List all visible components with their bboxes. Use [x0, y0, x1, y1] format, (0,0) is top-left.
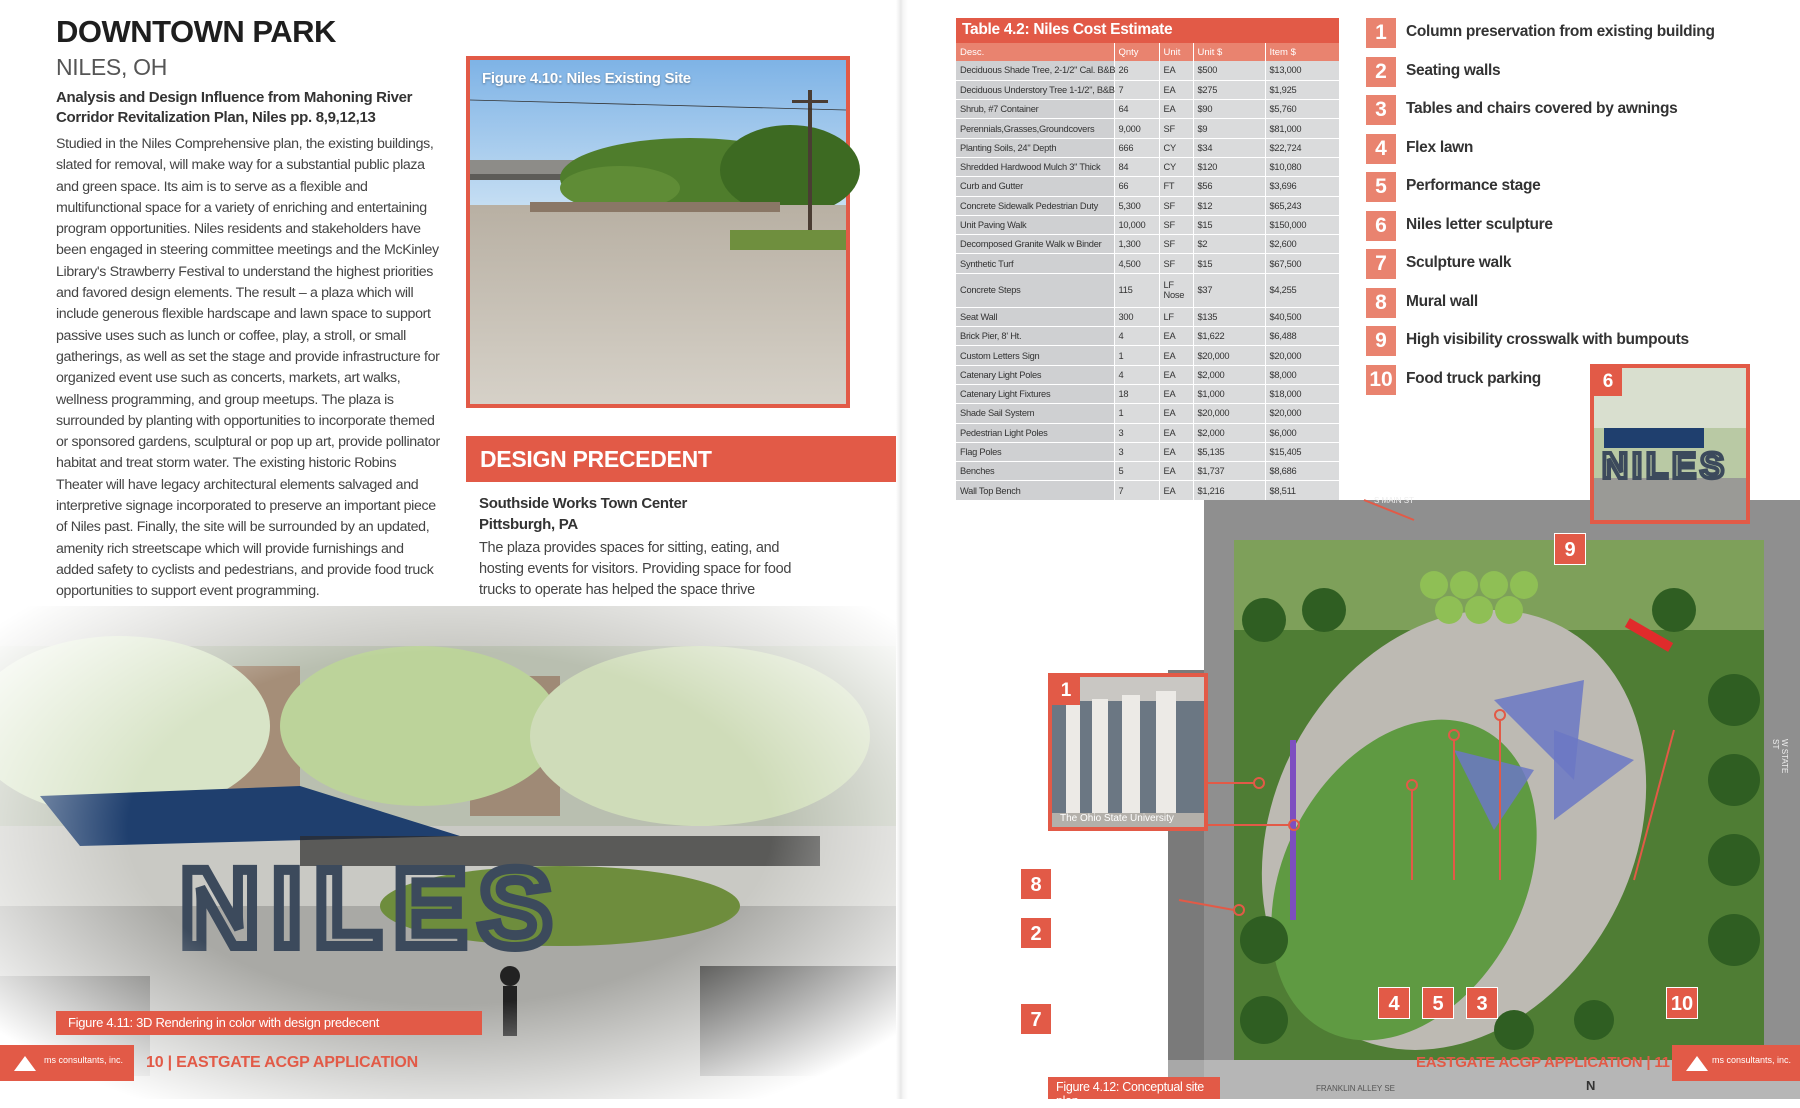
- callout-5: 5: [1422, 987, 1454, 1019]
- table-header-cell: Qnty: [1114, 43, 1159, 61]
- table-cell: $135: [1193, 307, 1265, 326]
- table-cell: EA: [1159, 100, 1193, 119]
- legend-item: [1366, 288, 1746, 318]
- table-cell: 300: [1114, 307, 1159, 326]
- table-row: [956, 196, 1339, 215]
- ms-logo-left: [0, 1045, 134, 1081]
- table-row: [956, 346, 1339, 365]
- table-cell: 5,300: [1114, 196, 1159, 215]
- table-title: Table 4.2: Niles Cost Estimate: [956, 18, 1339, 43]
- existing-site-photo: [466, 56, 850, 408]
- table-cell: $37: [1193, 273, 1265, 307]
- right-page: [900, 0, 1800, 1108]
- callout-3: 3: [1466, 987, 1498, 1019]
- existing-site-image: [470, 60, 846, 404]
- inset-6-number: 6: [1594, 368, 1622, 396]
- inset-1-number: 1: [1052, 677, 1080, 705]
- table-cell: $15: [1193, 215, 1265, 234]
- legend-item: [1366, 18, 1746, 48]
- table-cell: 66: [1114, 177, 1159, 196]
- site-plan-caption: Figure 4.12: Conceptual site plan: [1048, 1077, 1220, 1099]
- callout-4: 4: [1378, 987, 1410, 1019]
- table-cell: $120: [1193, 157, 1265, 176]
- table-cell: 115: [1114, 273, 1159, 307]
- legend-label: Sculpture walk: [1406, 254, 1512, 271]
- table-cell: $20,000: [1265, 404, 1339, 423]
- table-row: [956, 384, 1339, 403]
- table-cell: EA: [1159, 384, 1193, 403]
- page-subtitle: NILES, OH: [56, 54, 168, 80]
- table-cell: $40,500: [1265, 307, 1339, 326]
- legend-label: Column preservation from existing building: [1406, 23, 1715, 40]
- table-cell: 26: [1114, 61, 1159, 80]
- table-cell: Benches: [956, 462, 1114, 481]
- ms-logo-icon: [12, 1053, 38, 1073]
- legend-label: Mural wall: [1406, 292, 1478, 310]
- callout-2: 2: [1020, 917, 1052, 949]
- table-row: [956, 119, 1339, 138]
- legend-number: 6: [1366, 211, 1396, 241]
- callout-8: 8: [1020, 868, 1052, 900]
- table-header-cell: Item $: [1265, 43, 1339, 61]
- table-cell: CY: [1159, 157, 1193, 176]
- table-cell: 84: [1114, 157, 1159, 176]
- table-cell: $2,600: [1265, 235, 1339, 254]
- table-cell: SF: [1159, 235, 1193, 254]
- table-cell: 4,500: [1114, 254, 1159, 273]
- table-header-cell: Desc.: [956, 43, 1114, 61]
- table-cell: $1,737: [1193, 462, 1265, 481]
- table-cell: LF: [1159, 307, 1193, 326]
- callout-10: 10: [1666, 987, 1698, 1019]
- table-cell: Synthetic Turf: [956, 254, 1114, 273]
- legend-item: [1366, 326, 1746, 356]
- table-cell: Flag Poles: [956, 442, 1114, 461]
- table-cell: Deciduous Shade Tree, 2-1/2" Cal. B&B: [956, 61, 1114, 80]
- table-cell: $1,216: [1193, 481, 1265, 500]
- table-cell: $67,500: [1265, 254, 1339, 273]
- table-cell: $20,000: [1193, 346, 1265, 365]
- table-cell: 7: [1114, 80, 1159, 99]
- precedent-location: [479, 493, 799, 535]
- table-cell: $15: [1193, 254, 1265, 273]
- table-cell: 4: [1114, 365, 1159, 384]
- legend-label: Niles letter sculpture: [1406, 215, 1553, 233]
- table-row: [956, 100, 1339, 119]
- legend-number: 9: [1366, 326, 1396, 356]
- table-cell: 1: [1114, 404, 1159, 423]
- table-cell: $20,000: [1265, 346, 1339, 365]
- table-cell: Shredded Hardwood Mulch 3" Thick: [956, 157, 1114, 176]
- table-cell: $1,622: [1193, 327, 1265, 346]
- table-row: [956, 462, 1339, 481]
- table-cell: EA: [1159, 404, 1193, 423]
- table-cell: Pedestrian Light Poles: [956, 423, 1114, 442]
- table-cell: Seat Wall: [956, 307, 1114, 326]
- table-cell: Concrete Steps: [956, 273, 1114, 307]
- precedent-description: The plaza provides spaces for sitting, eating, and hosting events for visitors. Providing space for food trucks to operate has helped the space thrive: [479, 540, 792, 598]
- page-title: DOWNTOWN PARK: [56, 14, 336, 49]
- table-cell: $12: [1193, 196, 1265, 215]
- table-cell: $10,080: [1265, 157, 1339, 176]
- table-cell: EA: [1159, 423, 1193, 442]
- body-paragraph: Studied in the Niles Comprehensive plan, the existing buildings, slated for removal, will make way for a substantial public plaza and green space. Its aim is to serve as a flexible and multifunctional space for a variety of enriching and entertaining program opportunities. Niles residents and stakeholders have been engaged in steering committee meetings and the McKinley Library's Strawberry Festival to understand the highest priorities and favored design elements. The result – a plaza which will include generous flexible hardscape and lawn space to support passive uses such as lunch or coffee, play, a stroll, or small gatherings, as well as set the stage and provide infrastructure for organized event use such as concerts, markets, art walks, wellness programming, and group meetups. The plaza is surrounded by planting with opportunities to incorporate themed or sponsored gardens, sculptural or pop up art, provide pollinator habitat and treat storm water. The existing historic Robins Theater will have legacy architectural elements salvaged and interpretive signage incorporated to preserve an important piece of Niles past. Finally, the site will be surrounded by an updated, amenity rich streetscape which will provide furnishings and added safety to cyclists and pedestrians, and provide food truck opportunities to support event programming.: [56, 136, 440, 600]
- design-precedent-bar: [466, 436, 902, 482]
- inset-column-photo: [1048, 673, 1208, 831]
- table-cell: 18: [1114, 384, 1159, 403]
- table-cell: $3,696: [1265, 177, 1339, 196]
- table-header-cell: Unit: [1159, 43, 1193, 61]
- table-cell: EA: [1159, 462, 1193, 481]
- table-header-row: [956, 43, 1339, 61]
- lead-paragraph: Analysis and Design Influence from Mahoning River Corridor Revitalization Plan, Niles pp. 8,9,12,13: [56, 89, 413, 126]
- table-cell: 3: [1114, 442, 1159, 461]
- legend-label: Seating walls: [1406, 61, 1501, 79]
- legend-item: [1366, 95, 1746, 125]
- legend-label: Performance stage: [1406, 177, 1541, 194]
- table-row: [956, 177, 1339, 196]
- logo-text-right: ms consultants, inc.: [1712, 1055, 1792, 1065]
- table-cell: $1,000: [1193, 384, 1265, 403]
- table-cell: $56: [1193, 177, 1265, 196]
- table-cell: Deciduous Understory Tree 1-1/2", B&B: [956, 80, 1114, 99]
- table-cell: $8,000: [1265, 365, 1339, 384]
- table-row: [956, 138, 1339, 157]
- table-row: [956, 273, 1339, 307]
- page-footer-right: EASTGATE ACGP APPLICATION | 11: [1416, 1054, 1670, 1071]
- legend-number: 2: [1366, 57, 1396, 87]
- table-cell: $150,000: [1265, 215, 1339, 234]
- table-cell: Planting Soils, 24" Depth: [956, 138, 1114, 157]
- legend-number: 7: [1366, 249, 1396, 279]
- legend-label: Tables and chairs covered by awnings: [1406, 100, 1678, 117]
- table-cell: $18,000: [1265, 384, 1339, 403]
- table-cell: Wall Top Bench: [956, 481, 1114, 500]
- table-cell: 9,000: [1114, 119, 1159, 138]
- table-cell: 64: [1114, 100, 1159, 119]
- legend-label: Flex lawn: [1406, 138, 1474, 156]
- page-footer: 10 | EASTGATE ACGP APPLICATION: [146, 1054, 418, 1071]
- table-cell: 5: [1114, 462, 1159, 481]
- street-label-main: S MAIN ST: [1374, 496, 1415, 505]
- table-cell: LF Nose: [1159, 273, 1193, 307]
- logo-text: ms consultants, inc.: [44, 1055, 124, 1065]
- legend-item: [1366, 134, 1746, 164]
- legend-number: 3: [1366, 95, 1396, 125]
- table-cell: $90: [1193, 100, 1265, 119]
- table-cell: Unit Paving Walk: [956, 215, 1114, 234]
- table-cell: Catenary Light Poles: [956, 365, 1114, 384]
- table-cell: Decomposed Granite Walk w Binder: [956, 235, 1114, 254]
- table-header-cell: Unit $: [1193, 43, 1265, 61]
- table-cell: 666: [1114, 138, 1159, 157]
- table-row: [956, 254, 1339, 273]
- table-row: [956, 365, 1339, 384]
- table-cell: 7: [1114, 481, 1159, 500]
- table-cell: $6,488: [1265, 327, 1339, 346]
- table-cell: Brick Pier, 8' Ht.: [956, 327, 1114, 346]
- left-page: [0, 0, 900, 1099]
- legend-number: 10: [1366, 365, 1396, 395]
- precedent-location-city: Pittsburgh, PA: [479, 516, 578, 533]
- table-cell: EA: [1159, 481, 1193, 500]
- table-cell: $15,405: [1265, 442, 1339, 461]
- table-cell: Perennials,Grasses,Groundcovers: [956, 119, 1114, 138]
- table-cell: SF: [1159, 215, 1193, 234]
- table-cell: $8,686: [1265, 462, 1339, 481]
- table-cell: 1: [1114, 346, 1159, 365]
- table-cell: FT: [1159, 177, 1193, 196]
- table-cell: $2,000: [1193, 423, 1265, 442]
- precedent-location-name: Southside Works Town Center: [479, 495, 688, 512]
- table-cell: $81,000: [1265, 119, 1339, 138]
- table-cell: Shrub, #7 Container: [956, 100, 1114, 119]
- table-row: [956, 404, 1339, 423]
- table-cell: EA: [1159, 80, 1193, 99]
- table-row: [956, 235, 1339, 254]
- table-cell: $9: [1193, 119, 1265, 138]
- legend-number: 8: [1366, 288, 1396, 318]
- table-row: [956, 157, 1339, 176]
- table-row: [956, 215, 1339, 234]
- table-cell: $6,000: [1265, 423, 1339, 442]
- table-cell: Custom Letters Sign: [956, 346, 1114, 365]
- north-arrow: N: [1586, 1078, 1596, 1093]
- legend-item: [1366, 249, 1746, 279]
- table-cell: $1,925: [1265, 80, 1339, 99]
- table-row: [956, 327, 1339, 346]
- table-cell: $4,255: [1265, 273, 1339, 307]
- table-row: [956, 481, 1339, 500]
- table-cell: SF: [1159, 119, 1193, 138]
- street-label-state: W STATE ST: [1771, 739, 1789, 774]
- table-cell: $34: [1193, 138, 1265, 157]
- table-row: [956, 442, 1339, 461]
- table-cell: Concrete Sidewalk Pedestrian Duty: [956, 196, 1114, 215]
- table-cell: Curb and Gutter: [956, 177, 1114, 196]
- ms-logo-right: [1672, 1045, 1800, 1081]
- table-cell: Catenary Light Fixtures: [956, 384, 1114, 403]
- callout-7: 7: [1020, 1003, 1052, 1035]
- table-row: [956, 61, 1339, 80]
- design-precedent-heading: DESIGN PRECEDENT: [480, 446, 712, 472]
- table-cell: EA: [1159, 365, 1193, 384]
- table-cell: $275: [1193, 80, 1265, 99]
- legend-number: 1: [1366, 18, 1396, 48]
- legend-number: 5: [1366, 172, 1396, 202]
- table-cell: $5,135: [1193, 442, 1265, 461]
- table-cell: 3: [1114, 423, 1159, 442]
- table-cell: EA: [1159, 327, 1193, 346]
- table-cell: $2: [1193, 235, 1265, 254]
- table-cell: CY: [1159, 138, 1193, 157]
- table-cell: 1,300: [1114, 235, 1159, 254]
- table-row: [956, 307, 1339, 326]
- legend-number: 4: [1366, 134, 1396, 164]
- legend-label: High visibility crosswalk with bumpouts: [1406, 331, 1689, 348]
- table-cell: EA: [1159, 61, 1193, 80]
- ms-logo-icon-right: [1684, 1053, 1710, 1073]
- table-cell: $5,760: [1265, 100, 1339, 119]
- table-cell: $500: [1193, 61, 1265, 80]
- legend-item: [1366, 211, 1746, 241]
- rendering-caption: Figure 4.11: 3D Rendering in color with design predecent: [56, 1011, 482, 1035]
- inset-sign-photo: [1590, 364, 1750, 524]
- table-cell: SF: [1159, 196, 1193, 215]
- table-cell: SF: [1159, 254, 1193, 273]
- table-cell: EA: [1159, 442, 1193, 461]
- table-row: [956, 423, 1339, 442]
- table-cell: $8,511: [1265, 481, 1339, 500]
- inset-sign-text: NILES: [1602, 445, 1729, 486]
- existing-site-caption: Figure 4.10: Niles Existing Site: [482, 70, 691, 87]
- table-cell: $2,000: [1193, 365, 1265, 384]
- table-cell: 4: [1114, 327, 1159, 346]
- legend-item: [1366, 57, 1746, 87]
- table-cell: EA: [1159, 346, 1193, 365]
- table-cell: 10,000: [1114, 215, 1159, 234]
- table-row: [956, 80, 1339, 99]
- table-cell: $13,000: [1265, 61, 1339, 80]
- table-cell: Shade Sail System: [956, 404, 1114, 423]
- street-label-alley: FRANKLIN ALLEY SE: [1316, 1084, 1395, 1093]
- callout-9: 9: [1554, 533, 1586, 565]
- table-cell: $22,724: [1265, 138, 1339, 157]
- table-cell: $65,243: [1265, 196, 1339, 215]
- legend-item: [1366, 172, 1746, 202]
- legend-label: Food truck parking: [1406, 369, 1541, 387]
- table-cell: $20,000: [1193, 404, 1265, 423]
- inset-column-caption: The Ohio State University: [1060, 813, 1174, 824]
